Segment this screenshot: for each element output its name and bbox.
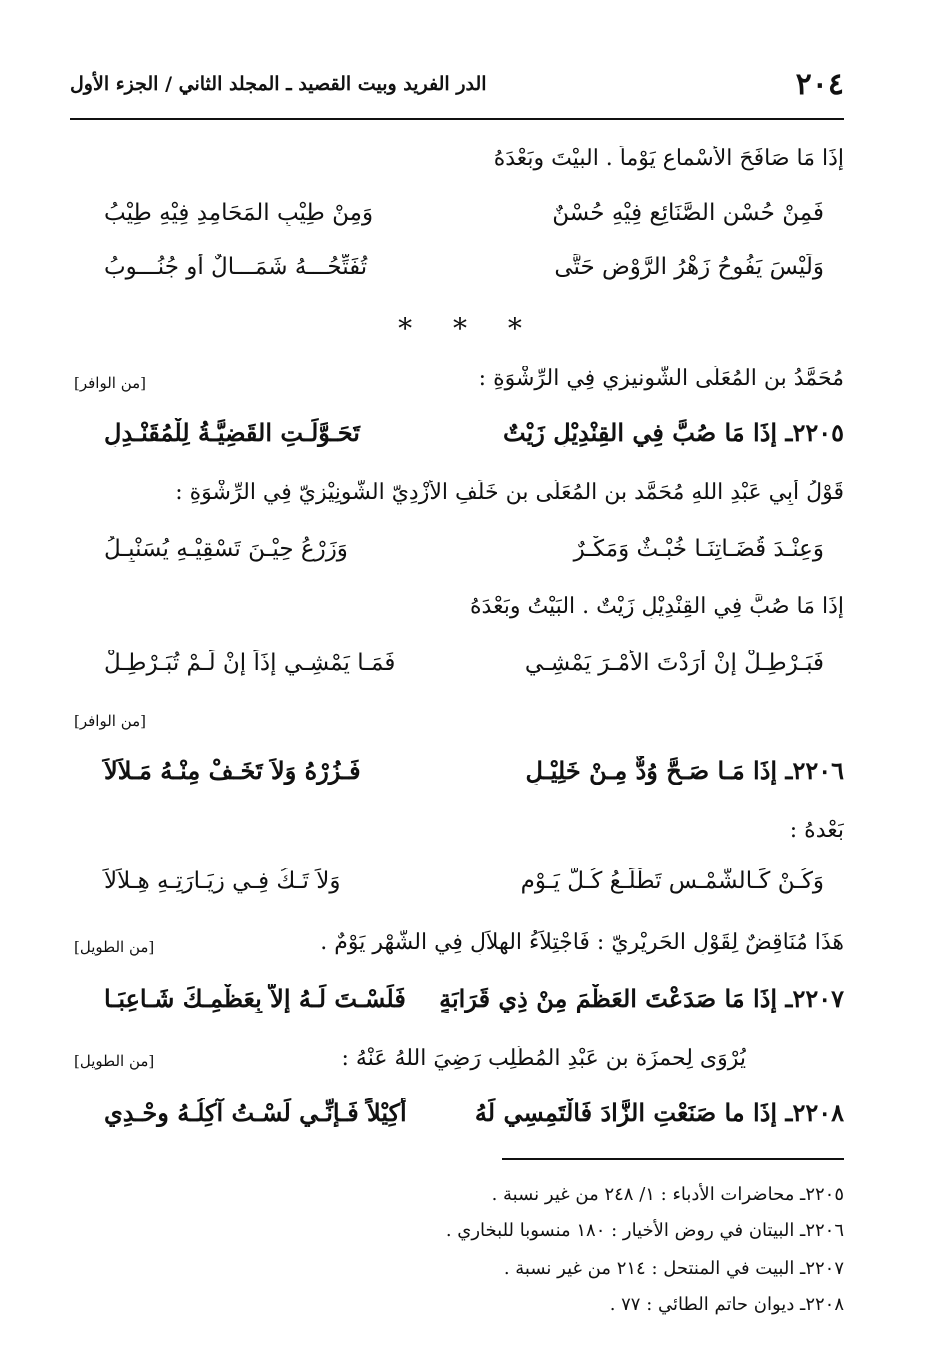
- meter-label: [من الوافر]: [74, 374, 147, 392]
- verse-hemistich-first: فَبَـرْطِـلْ إِنْ أَرَدْتَ الأَمْـرَ يَمْشِـي: [524, 650, 824, 676]
- verse-line: [100, 200, 844, 226]
- numbered-verse-2208: [100, 1098, 844, 1127]
- prose-line: إِذَا مَا صُبَّ فِي القِنْدِيْلِ زَيْتٌ . البَيْتُ وبَعْدَهُ: [470, 594, 844, 619]
- verse-line: [100, 650, 844, 676]
- verse-hemistich-second: وَزَرْعُ حِيْـنَ تَسْقِيْـهِ يُسَنْبِـلُ: [104, 536, 348, 562]
- section-divider-stars: * * *: [398, 312, 538, 345]
- page-number: ٢٠٤: [795, 66, 844, 102]
- verse-line: [100, 536, 844, 562]
- verse-hemistich-first: وَعِنْـدَ قُضَـاتِنَـا خُبْـثٌ وَمَكْـرٌ: [573, 536, 824, 562]
- verse-hemistich-first: ٢٢٠٧ـ إِذَا مَا صَدَعْتَ العَظْمَ مِنْ ذِي قَرَابَةٍ: [439, 984, 844, 1013]
- verse-hemistich-first: ٢٢٠٦ـ إِذَا مَـا صَـحَّ وُدٌّ مِـنْ خَلِيْـلٍ: [525, 756, 844, 785]
- numbered-verse-2207: [100, 984, 844, 1013]
- verse-hemistich-first: ٢٢٠٨ـ إِذَا ما صَنَعْتِ الزَّادَ فَالْتَمِسِي لَهُ: [474, 1098, 844, 1127]
- verse-hemistich-first: ٢٢٠٥ـ إِذَا مَا صُبَّ فِي القِنْدِيْلِ زَيْتٌ: [503, 418, 844, 447]
- footnote: ٢٢٠٨ـ ديوان حاتم الطائي : ٧٧ .: [609, 1294, 844, 1315]
- verse-hemistich-second: فَـزُرْهُ وَلاَ تَخَـفْ مِنْـهُ مَـلاَلاَ: [104, 756, 361, 785]
- verse-hemistich-first: فَمِنْ حُسْنِ الصَّنَائِعِ فِيْهِ حُسْنٌ: [552, 200, 824, 226]
- page-header: [70, 64, 844, 104]
- meter-label: [من الطويل]: [74, 938, 155, 956]
- meter-label: [من الوافر]: [74, 712, 147, 730]
- running-title: الدر الفريد وبيت القصيد ـ المجلد الثاني / الجزء الأول: [70, 73, 487, 95]
- numbered-verse-2206: [100, 756, 844, 785]
- attribution-line: مُحَمَّدُ بن المُعَلَّى الشُّونيزي فِي الرِّشْوَةِ :: [478, 366, 844, 391]
- verse-line: [100, 254, 844, 280]
- prose-line: بَعْدهُ :: [789, 818, 844, 843]
- footnote: ٢٢٠٥ـ محاضرات الأدباء : ١/ ٢٤٨ من غير نسبة .: [491, 1184, 844, 1205]
- attribution-line: هَذَا مُنَاقِضٌ لِقَوْلِ الحَرِيْرِيّ : فَاجْتِلاَءُ الهِلاَلِ فِي الشَّهْرِ يَوْمٌ .: [320, 930, 844, 955]
- verse-hemistich-first: وَلَيْسَ يَفُوحُ زَهْرُ الرَّوْضِ حَتَّى: [554, 254, 824, 280]
- verse-line: [100, 868, 844, 894]
- numbered-verse-2205: [100, 418, 844, 447]
- verse-hemistich-second: تَحَـوَّلَـتِ القَضِيَّـةُ لِلْمُقَنْـدِلِ: [104, 418, 360, 447]
- prose-line: قَوْلُ أَبِي عَبْدِ اللهِ مُحَمَّد بن المُعَلَّى بن خَلَفِ الأَزْدِيّ الشُّونِيْزِيّ فِي الرِّشْوَةِ :: [175, 480, 844, 505]
- footnote: ٢٢٠٧ـ البيت في المنتحل : ٢١٤ من غير نسبة .: [503, 1258, 844, 1279]
- attribution-line: يُرْوَى لِحمزَة بن عَبْدِ المُطَّلِب رَضِيَ اللهُ عَنْهُ :: [341, 1046, 746, 1071]
- footnote-rule: [502, 1158, 844, 1160]
- meter-label: [من الطويل]: [74, 1052, 155, 1070]
- verse-hemistich-second: وَمِنْ طِيْبِ المَحَامِدِ فِيْهِ طِيْبُ: [104, 200, 374, 226]
- verse-hemistich-second: فَلَسْـتَ لَـهُ إِلاَّ بِعَظْمِـكَ شَـاعِبَـا: [104, 984, 406, 1013]
- verse-hemistich-second: وَلاَ تَـكُ فِـي زِيَـارَتِـهِ هِـلاَلاَ: [104, 868, 341, 894]
- verse-hemistich-second: فَمَـا يَمْشِـي إِذَاً إِنْ لَـمْ تُبَـرْطِـلْ: [104, 650, 396, 676]
- verse-hemistich-first: وَكُـنْ كَـالشَّمْـسِ تَطْلَـعُ كُـلَّ يَـوْمٍ: [520, 868, 824, 894]
- footnote: ٢٢٠٦ـ البيتان في روض الأخيار : ١٨٠ منسوبا للبخاري .: [445, 1220, 844, 1241]
- verse-hemistich-second: تُفَتِّحُـــهُ شَمَـــالٌ أَو جُنُـــوبُ: [104, 254, 368, 280]
- header-rule: [70, 118, 844, 120]
- verse-hemistich-second: أَكِيْلاً فَـإِنِّـي لَسْـتُ آكِلُـهُ وحْـدِي: [104, 1098, 407, 1127]
- prose-line: إِذَا مَا صَافَحَ الأَسْماع يَوْماً . البيْتَ وبَعْدَهُ: [493, 146, 844, 171]
